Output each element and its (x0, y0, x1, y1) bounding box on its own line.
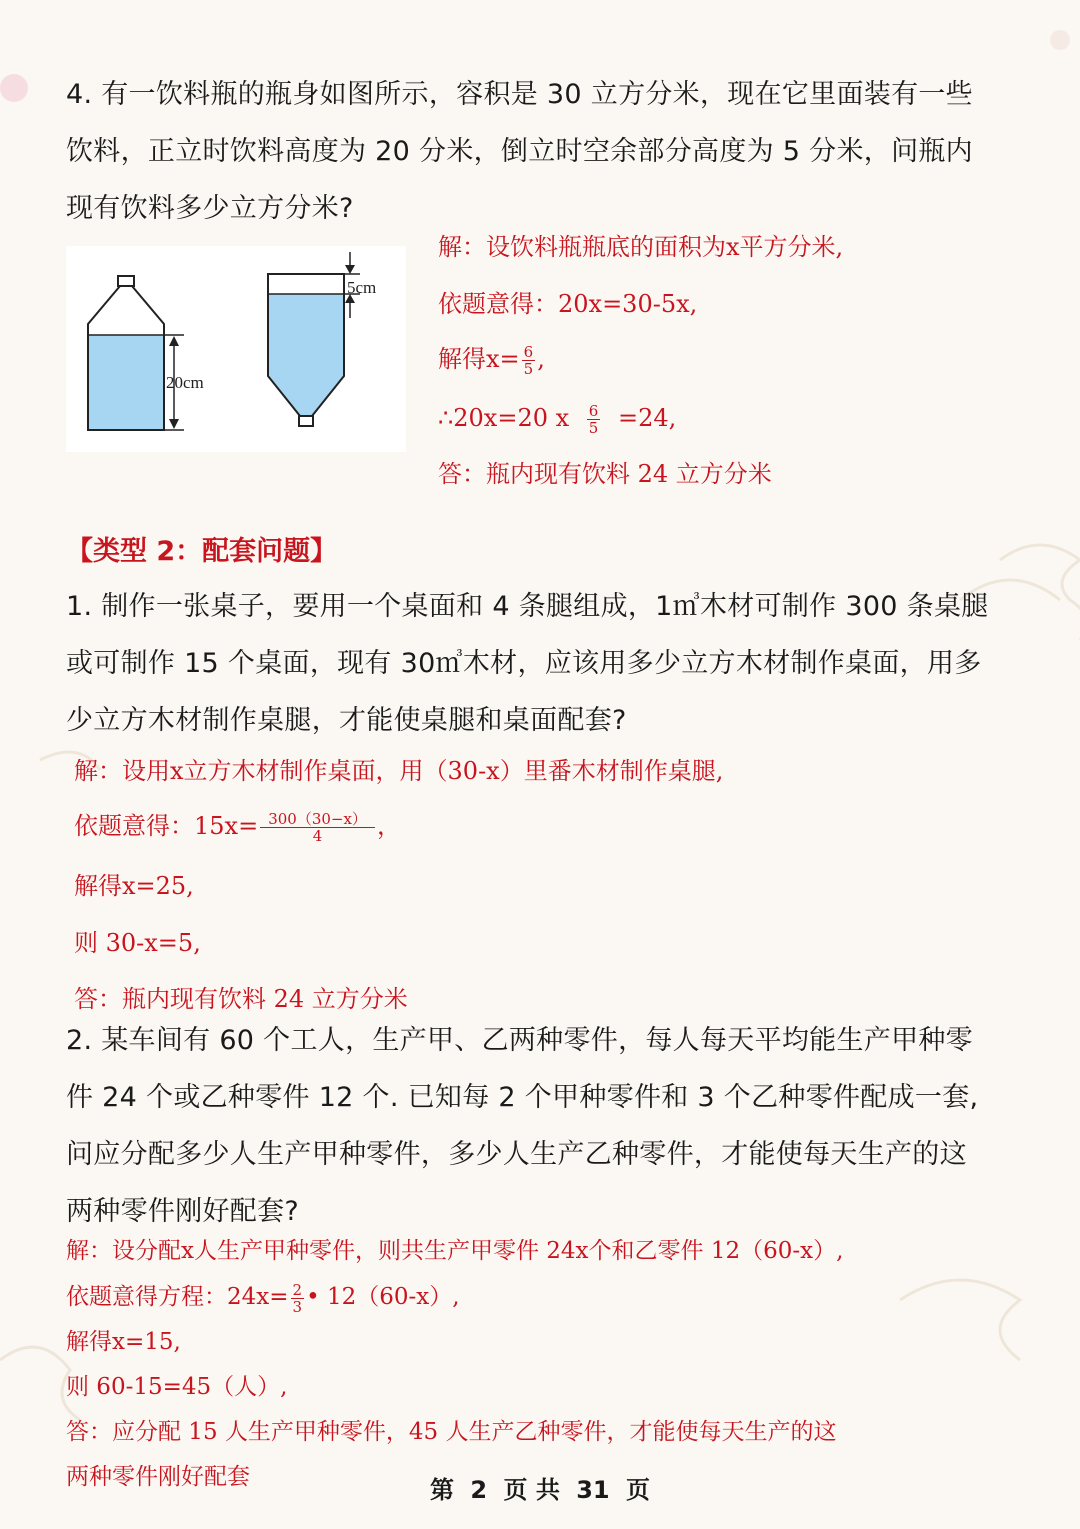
fraction (522, 344, 536, 377)
q4-step3-suffix: , (537, 345, 545, 373)
fraction (260, 811, 375, 844)
bottle-figure (66, 246, 406, 452)
p1-solution-step-3: 解得x=25, (74, 872, 194, 900)
p2-solution-step-1: 解：设分配x人生产甲种零件，则共生产甲零件 24x个和乙零件 12（60-x）, (66, 1238, 844, 1264)
problem-2-line-2: 件 24 个或乙种零件 12 个. 已知每 2 个甲种零件和 3 个乙种零件配成一套, (66, 1082, 979, 1113)
p1-solution-step-4: 则 30-x=5, (74, 929, 201, 957)
fraction (291, 1282, 305, 1315)
p1-solution-step-1: 解：设用x立方木材制作桌面，用（30-x）里番木材制作桌腿, (74, 757, 724, 785)
fraction-denominator: 5 (523, 360, 534, 378)
p2-step2-prefix: 依题意得方程：24x= (66, 1284, 289, 1310)
p2-solution-step-3: 解得x=15, (66, 1329, 181, 1355)
p2-solution-step-4: 则 60-15=45（人）, (66, 1374, 288, 1400)
current-page-number: 2 (470, 1476, 488, 1504)
q4-answer: 答：瓶内现有饮料 24 立方分米 (438, 460, 772, 488)
question-4-line-3: 现有饮料多少立方分米? (66, 193, 354, 224)
bottle-inverted (268, 252, 376, 426)
fraction-denominator: 4 (312, 827, 323, 845)
q4-step3-prefix: 解得x= (438, 345, 520, 373)
question-4-line-2: 饮料，正立时饮料高度为 20 分米，倒立时空余部分高度为 5 分米，问瓶内 (66, 136, 973, 167)
fraction (587, 403, 601, 436)
bottle-upright (88, 276, 204, 430)
footer-suffix: 页 (625, 1476, 650, 1504)
footer-prefix: 第 (430, 1476, 455, 1504)
fraction-numerator: 6 (588, 402, 599, 420)
problem-1-line-2: 或可制作 15 个桌面，现有 30㎥木材，应该用多少立方木材制作桌面，用多 (66, 648, 982, 679)
p2-step2-suffix: • 12（60-x）, (306, 1284, 460, 1310)
p1-answer: 答：瓶内现有饮料 24 立方分米 (74, 985, 408, 1013)
problem-2-line-4: 两种零件刚好配套? (66, 1196, 300, 1227)
fraction-numerator: 6 (523, 343, 534, 361)
p1-solution-step-2 (74, 808, 401, 844)
problem-2-line-1: 2. 某车间有 60 个工人，生产甲、乙两种零件，每人每天平均能生产甲种零 (66, 1025, 973, 1056)
page-footer (0, 1470, 1080, 1505)
fraction-denominator: 3 (292, 1297, 303, 1316)
q4-solution-step-4 (438, 400, 676, 436)
p1-step2-prefix: 依题意得：15x= (74, 812, 259, 840)
q4-solution-step-2: 依题意得：20x=30-5x, (438, 290, 698, 318)
problem-2-line-3: 问应分配多少人生产甲种零件，多少人生产乙种零件，才能使每天生产的这 (66, 1139, 967, 1170)
section-title: 【类型 2：配套问题】 (66, 536, 338, 567)
height-label-right: 5cm (347, 278, 377, 297)
q4-solution-step-3 (438, 341, 545, 377)
p2-solution-step-2 (66, 1280, 460, 1315)
p2-answer-line-2: 两种零件刚好配套 (66, 1464, 250, 1490)
fraction-denominator: 5 (588, 419, 599, 437)
problem-1-line-1: 1. 制作一张桌子，要用一个桌面和 4 条腿组成，1㎥木材可制作 300 条桌腿 (66, 591, 989, 622)
q4-solution-step-1: 解：设饮料瓶瓶底的面积为x平方分米, (438, 233, 844, 261)
fraction-numerator: 2 (292, 1280, 303, 1299)
fraction-numerator: 300（30−x） (260, 811, 375, 828)
p1-step2-suffix: ， (376, 812, 401, 840)
q4-step4-suffix: =24, (617, 404, 677, 432)
height-label-left: 20cm (166, 373, 204, 392)
p2-answer-line-1: 答：应分配 15 人生产甲种零件，45 人生产乙种零件，才能使每天生产的这 (66, 1419, 837, 1445)
total-page-count: 31 (576, 1476, 610, 1504)
q4-step4-prefix: ∴20x=20 x (438, 404, 570, 432)
footer-mid: 页 共 (503, 1476, 560, 1504)
problem-1-line-3: 少立方木材制作桌腿，才能使桌腿和桌面配套? (66, 705, 627, 736)
question-4-line-1: 4. 有一饮料瓶的瓶身如图所示，容积是 30 立方分米，现在它里面装有一些 (66, 79, 973, 110)
